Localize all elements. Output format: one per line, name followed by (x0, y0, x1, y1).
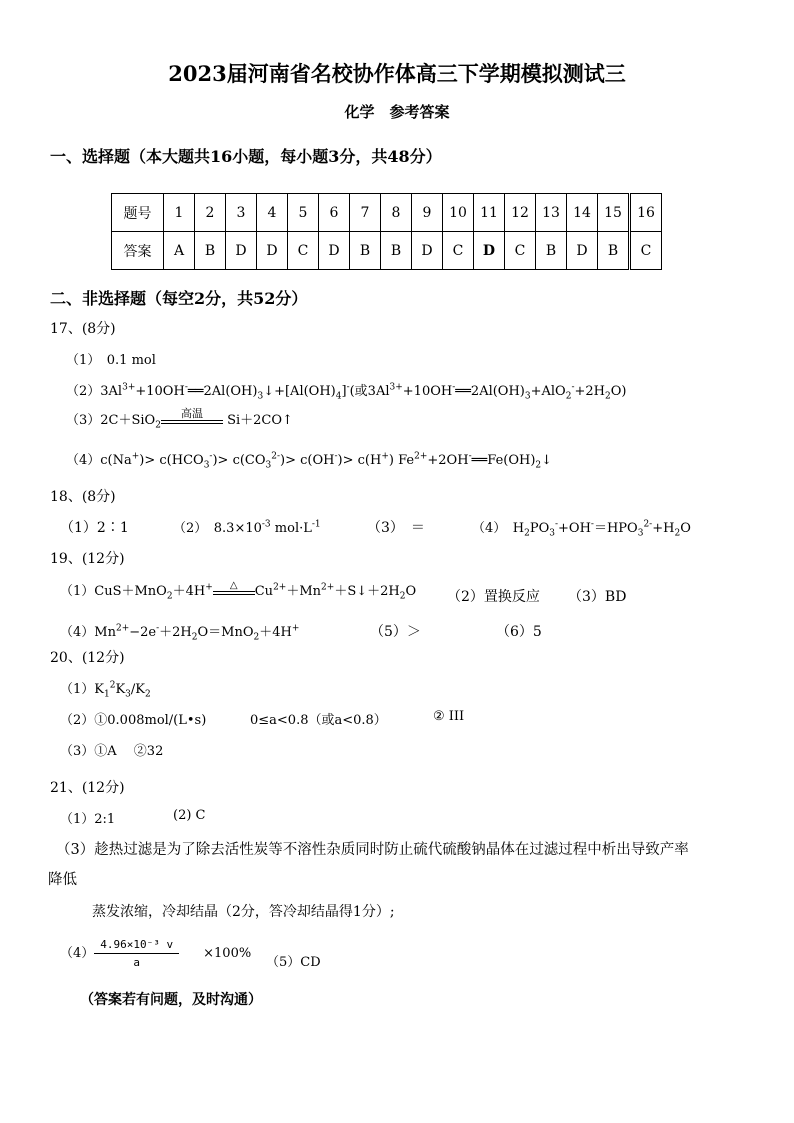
text: Si＋2CO↑ (227, 413, 293, 428)
text: +AlO (530, 384, 566, 399)
text: - (468, 451, 472, 462)
text: - (590, 519, 594, 530)
text: +2H (574, 384, 606, 399)
q21-answer-1: （1）2:1 (60, 812, 116, 827)
q21-answer-2: (2) C (173, 808, 206, 823)
text: 2 (535, 460, 542, 471)
section2-heading: 二、非选择题（每空2分，共52分） (50, 289, 308, 308)
number-cell: 15 (598, 194, 630, 232)
answer-cell: C (288, 232, 319, 270)
text: 3 (524, 391, 531, 402)
q21-answer-4 (60, 938, 251, 969)
text: +2OH (427, 453, 469, 468)
fraction-numerator: 4.96×10⁻³ v (94, 938, 179, 954)
equals-bar (161, 420, 223, 424)
q17-answer-2 (66, 380, 627, 402)
equals-bar (213, 591, 255, 595)
q19-answer-4 (60, 621, 300, 643)
answer-cell: B (350, 232, 381, 270)
text: 2- (643, 519, 653, 530)
table-header-cell: 题号 (112, 194, 164, 232)
text: （1）CuS＋MnO (60, 584, 167, 599)
number-cell: 10 (443, 194, 474, 232)
footer-note: （答案若有问题，及时沟通） (80, 992, 262, 1008)
text: 2- (271, 451, 281, 462)
number-cell: 16 (630, 194, 662, 232)
text: 2 (109, 680, 116, 691)
text: - (346, 382, 350, 393)
q20-answer-1 (60, 678, 151, 700)
text: (或3Al (349, 384, 390, 399)
answer-cell: D (567, 232, 598, 270)
text: 1 (103, 689, 110, 700)
number-cell: 2 (195, 194, 226, 232)
text: （4）c(Na (66, 453, 132, 468)
number-cell: 13 (536, 194, 567, 232)
text: 3 (125, 689, 131, 700)
section1-heading: 一、选择题（本大题共16小题，每小题3分，共48分） (50, 147, 442, 166)
q18-answer-4 (472, 517, 691, 539)
q21-answer-3-line2: 降低 (48, 872, 77, 888)
answer-cell: B (381, 232, 412, 270)
text: （4） (60, 946, 95, 961)
text: Cu (254, 584, 274, 599)
answer-cell: B (598, 232, 630, 270)
q18-answer-3: （3） ＝ (367, 520, 425, 536)
text: 2 (524, 528, 530, 539)
text: O) (610, 384, 627, 399)
table-header-cell: 答案 (112, 232, 164, 270)
text: -1 (311, 519, 321, 530)
text: -3 (261, 519, 271, 530)
text: - (452, 382, 456, 393)
text: )> c(HCO (139, 453, 204, 468)
page-title: 2023届河南省名校协作体高三下学期模拟测试三 (168, 61, 626, 86)
text: ×100% (203, 946, 252, 961)
text: +10OH (402, 384, 453, 399)
q17-answer-3 (66, 407, 293, 431)
number-cell: 6 (319, 194, 350, 232)
text: 3+ (389, 382, 403, 393)
text: ) Fe (388, 453, 415, 468)
answer-cell: D (412, 232, 443, 270)
q20-answer-2b: 0≤a<0.8（或a<0.8） (250, 713, 387, 728)
q20-answer-2c: ② III (433, 709, 465, 724)
text: 3 (265, 460, 272, 471)
text: （4）Mn (60, 625, 116, 640)
text: )> c(OH (280, 453, 335, 468)
text: ══2Al(OH) (455, 384, 525, 399)
text: + (131, 451, 140, 462)
text: ＋4H (259, 625, 292, 640)
text: 2+ (115, 623, 130, 634)
number-cell: 5 (288, 194, 319, 232)
text: ↓+[Al(OH) (263, 384, 336, 399)
text: ══2Al(OH) (187, 384, 258, 399)
q21-label: 21、(12分) (50, 780, 125, 796)
text: 3+ (122, 382, 136, 393)
q21-answer-3-line3: 蒸发浓缩，冷却结晶（2分，答冷却结晶得1分）; (92, 904, 395, 920)
number-cell: 1 (164, 194, 195, 232)
yield-fraction (94, 938, 179, 969)
number-cell: 11 (474, 194, 505, 232)
text: 2+ (414, 451, 428, 462)
text: )> c(CO (212, 453, 266, 468)
text: 3 (203, 460, 210, 471)
text: ＋4H (172, 584, 206, 599)
text: 2 (399, 591, 406, 602)
text: 3 (637, 528, 644, 539)
text: ＋S↓＋2H (334, 584, 400, 599)
q18-label: 18、(8分) (50, 489, 116, 505)
number-cell: 8 (381, 194, 412, 232)
answer-cell: B (195, 232, 226, 270)
text: - (184, 382, 188, 393)
text: （3）2C＋SiO (66, 413, 156, 428)
text: +H (652, 521, 675, 536)
q17-label: 17、(8分) (50, 321, 116, 337)
q19-answer-3: （3）BD (568, 589, 627, 605)
answer-cell: C (630, 232, 662, 270)
text: O (680, 521, 691, 536)
number-cell: 14 (567, 194, 598, 232)
text: 2 (565, 391, 572, 402)
q19-answer-2: （2）置换反应 (447, 589, 540, 605)
text: （2）3Al (66, 384, 123, 399)
condition-label: 高温 (180, 407, 203, 420)
q20-label: 20、(12分) (50, 650, 125, 666)
answer-cell: B (536, 232, 567, 270)
text: （4） H (472, 521, 525, 536)
text: PO (529, 521, 550, 536)
q21-answer-5: （5）CD (266, 955, 321, 970)
text: +OH (558, 521, 591, 536)
text: 2 (674, 528, 681, 539)
text: +10OH (135, 384, 185, 399)
text: 3 (549, 528, 555, 539)
text: ＝HPO (593, 521, 638, 536)
text: + (381, 451, 389, 462)
heat-icon: △ (229, 580, 238, 591)
q17-answer-4 (66, 449, 553, 471)
number-cell: 7 (350, 194, 381, 232)
q19-answer-1 (60, 580, 417, 602)
text: - (571, 382, 575, 393)
text: + (205, 582, 213, 593)
q19-answer-5: （5）＞ (370, 624, 421, 640)
text: - (554, 519, 559, 530)
answer-cell: C (443, 232, 474, 270)
text: 3 (257, 391, 264, 402)
text: O＝MnO (197, 625, 254, 640)
answer-cell: C (505, 232, 536, 270)
text: 2 (166, 591, 173, 602)
text: ] (341, 384, 347, 399)
q21-answer-3-line1: （3）趁热过滤是为了除去活性炭等不溶性杂质同时防止硫代硫酸钠晶体在过滤过程中析出导致产率 (56, 842, 689, 858)
text: + (291, 623, 300, 634)
text: （2） 8.3×10 (173, 521, 262, 536)
fraction-denominator: a (133, 956, 141, 969)
q17-answer-1: （1） 0.1 mol (66, 353, 156, 368)
number-cell: 12 (505, 194, 536, 232)
text: 2 (191, 632, 198, 643)
number-cell: 3 (226, 194, 257, 232)
table-row-numbers (112, 194, 662, 232)
text: 2+ (273, 582, 287, 593)
text: 4 (335, 391, 342, 402)
page-subtitle: 化学 参考答案 (344, 103, 450, 121)
text: - (156, 623, 160, 634)
text: O (405, 584, 417, 599)
text: K (115, 682, 126, 697)
answer-cell: D (319, 232, 350, 270)
answer-cell: D (474, 232, 505, 270)
answer-cell: D (226, 232, 257, 270)
answer-table (111, 193, 662, 270)
text: ＋2H (159, 625, 192, 640)
text: 2 (145, 689, 151, 700)
q20-answer-2: （2）①0.008mol/(L•s) (60, 713, 207, 728)
number-cell: 9 (412, 194, 443, 232)
text: - (209, 451, 213, 462)
text: ↓ (541, 453, 553, 468)
number-cell: 4 (257, 194, 288, 232)
answer-cell: D (257, 232, 288, 270)
text: ＋Mn (286, 584, 322, 599)
text: ══Fe(OH) (471, 453, 536, 468)
text: /K (130, 682, 145, 697)
q18-answer-2 (173, 517, 321, 536)
q19-label: 19、(12分) (50, 551, 125, 567)
text: 2 (155, 420, 161, 431)
text: 2+ (321, 582, 335, 593)
text: )> c(H (337, 453, 382, 468)
q18-answer-1: （1）2∶1 (60, 520, 129, 536)
q19-answer-6: （6）5 (496, 624, 542, 640)
text: 2 (605, 391, 611, 402)
high-temp-condition (161, 408, 223, 428)
text: −2e (129, 625, 157, 640)
text: - (334, 451, 338, 462)
text: mol·L (270, 521, 312, 536)
answer-cell: A (164, 232, 195, 270)
heat-condition (213, 581, 255, 599)
text: 2 (253, 632, 260, 643)
q20-answer-3: （3）①A ②32 (60, 744, 164, 759)
table-row-answers (112, 232, 662, 270)
text: （1）K (60, 682, 104, 697)
